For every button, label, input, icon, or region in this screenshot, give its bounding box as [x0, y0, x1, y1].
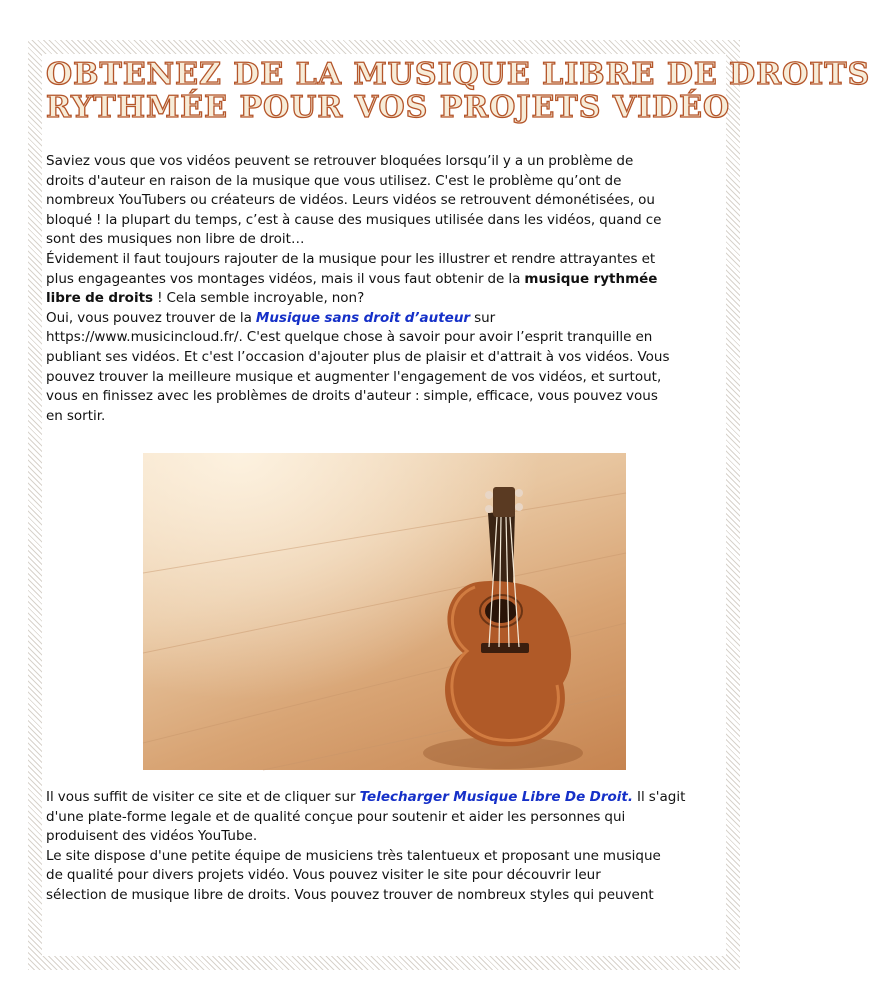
text-line: de qualité pour divers projets vidéo. Vous pouvez visiter le site pour découvrir leur [46, 867, 601, 884]
text-line: en sortir. [46, 407, 106, 424]
tuning-peg [485, 491, 493, 499]
text-line: Le site dispose d'une petite équipe de musiciens très talentueux et proposant une musique [46, 847, 661, 864]
text-line [46, 309, 732, 329]
plank-line [143, 493, 626, 573]
text-line [46, 270, 732, 290]
text-segment: Il vous suffit de visiter ce site et de cliquer sur [46, 789, 360, 805]
text-line: https://www.musicincloud.fr/. C'est quelque chose à savoir pour avoir l’esprit tranquille en [46, 329, 653, 346]
ukulele-sound-hole [485, 599, 517, 623]
text-line: publiant ses vidéos. Et c'est l’occasion d'ajouter plus de plaisir et d'attrait à vos vidéos. Vous [46, 348, 670, 365]
title-line-2: RYTHMÉE POUR VOS PROJETS VIDÉO [46, 90, 731, 125]
text-line: Évidement il faut toujours rajouter de la musique pour les illustrer et rendre attrayantes et [46, 250, 656, 267]
text-line: vous en finissez avec les problèmes de droits d'auteur : simple, efficace, vous pouvez vous [46, 388, 658, 405]
text-segment: ! Cela semble incroyable, non? [153, 290, 365, 307]
text-segment: plus engageantes vos montages vidéos, mais il vous faut obtenir de la [46, 270, 525, 287]
link-telecharger-musique[interactable]: Telecharger Musique Libre De Droit. [359, 789, 634, 805]
text-line: d'une plate-forme legale et de qualité conçue pour soutenir et aider les personnes qui [46, 808, 626, 825]
ukulele-bridge [481, 643, 529, 653]
text-line: sélection de musique libre de droits. Vous pouvez trouver de nombreux styles qui peuvent [46, 886, 654, 903]
text-line: Saviez vous que vos vidéos peuvent se retrouver bloquées lorsqu’il y a un problème de [46, 153, 634, 169]
ukulele-photo [143, 453, 626, 770]
text-line: droits d'auteur en raison de la musique que vous utilisez. C'est le problème qu’ont de [46, 172, 622, 189]
text-line: bloqué ! la plupart du temps, c’est à cause des musiques utilisée dans les vidéos, quand ce [46, 211, 662, 228]
text-segment: Oui, vous pouvez trouver de la [46, 309, 256, 326]
text-line [46, 289, 732, 309]
text-line: produisent des vidéos YouTube. [46, 828, 258, 845]
bold-keyword: musique rythmée [524, 270, 658, 287]
tuning-peg [515, 489, 523, 497]
intro-paragraph [46, 152, 732, 426]
text-line: nombreux YouTubers ou créateurs de vidéos. Leurs vidéos se retrouvent démonétisées, ou [46, 192, 655, 209]
text-line [46, 788, 732, 808]
page-title [46, 57, 870, 125]
title-line-1: OBTENEZ DE LA MUSIQUE LIBRE DE DROITS [46, 57, 870, 92]
link-musique-sans-droit[interactable]: Musique sans droit d’auteur [255, 309, 471, 326]
text-line: sont des musiques non libre de droit… [46, 231, 305, 248]
tuning-peg [515, 503, 523, 511]
text-segment: Il s'agit [633, 789, 686, 805]
tuning-peg [485, 505, 493, 513]
second-paragraph [46, 788, 732, 906]
text-line: pouvez trouver la meilleure musique et augmenter l'engagement de vos vidéos, et surtout, [46, 368, 662, 385]
bold-keyword: libre de droits [46, 290, 154, 307]
text-segment: sur [470, 309, 496, 326]
ukulele-illustration [143, 453, 626, 770]
ukulele-headstock [493, 487, 515, 517]
